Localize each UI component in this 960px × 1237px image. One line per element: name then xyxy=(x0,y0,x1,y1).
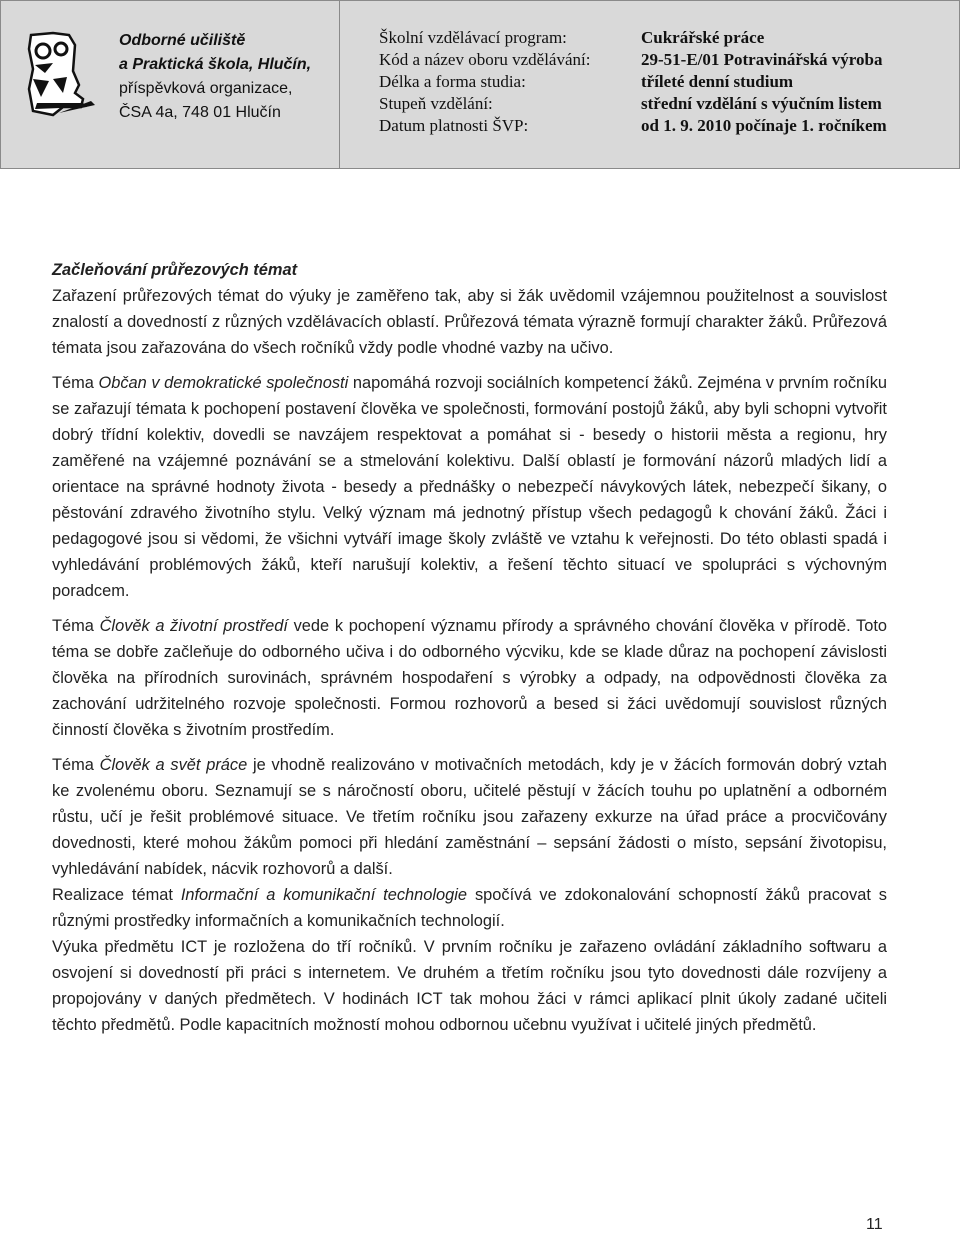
program-label: Stupeň vzdělání: xyxy=(379,94,493,113)
text-segment: spočívá ve zdokonalování schopností žáků pracovat s různými prostředky informačních a komunikačních technologií. xyxy=(52,886,887,930)
text-segment: Téma xyxy=(52,617,100,635)
text-segment: Realizace témat xyxy=(52,886,181,904)
program-value: střední vzdělání s výučním listem xyxy=(641,94,882,113)
topic-name: Člověk a životní prostředí xyxy=(99,617,288,635)
paragraph-work xyxy=(52,752,887,882)
program-label: Datum platnosti ŠVP: xyxy=(379,116,529,135)
school-name-block xyxy=(119,29,311,125)
program-label: Délka a forma studia: xyxy=(379,72,526,91)
paragraph-ict-subject: Výuka předmětu ICT je rozložena do tří ročníků. V prvním ročníku je zařazeno ovládání základního softwaru a osvojení si dovedností při práci s internetem. Ve druhém a třetím ročníku jsou tyto dovednosti dále rozvíjeny a propojovány v daných předmětech. V hodinách ICT tak mohou žáci v rámci aplikací plnit úkoly zadané učiteli těchto předmětů. Podle kapacitních možností mohou odbornou učebnu využívat i učitelé jiných předmětů. xyxy=(52,938,887,1034)
program-label: Školní vzdělávací program: xyxy=(379,28,567,47)
paragraph-ict xyxy=(52,882,887,934)
topic-name: Informační a komunikační technologie xyxy=(180,886,468,904)
school-name-line1: Odborné učiliště xyxy=(119,32,246,49)
text-segment: vede k pochopení významu přírody a správného chování člověka v přírodě. Toto téma se dobře začleňuje do odborného učiva i do odborného výcviku, kde se klade důraz na pochopení závislosti člověka na přírodních surovinách, správném hospodaření s výrobky a odpady, na odpovědnosti člověka za zachování udržitelného rozvoje společnosti. Formou rozhovorů a besed si žáci uvědomují souvislost různých činností člověka s životním prostředím. xyxy=(52,617,888,739)
school-type-line: příspěvková organizace, xyxy=(119,80,293,97)
topic-name: Občan v demokratické společnosti xyxy=(98,374,349,392)
school-name-line2: a Praktická škola, Hlučín, xyxy=(119,56,312,73)
text-segment: je vhodně realizováno v motivačních metodách, kdy je v žácích formován dobrý vztah ke zvolenému oboru. Seznamují se s náročností oboru, učitelé pěstují v žácích touhu po uplatnění a odborném růstu, učí je řešit problémové situace. Ve třetím ročníku jsou zařazeny exkurze na úřad práce a procvičovány dovednosti, které mohou žákům pomoci při hledání zaměstnání – sepsání žádosti o místo, sepsání životopisu, vyhledávání nabídek, nácvik rozhovorů a další. xyxy=(52,756,887,878)
paragraph-intro: Zařazení průřezových témat do výuky je zaměřeno tak, aby si žák uvědomil vzájemnou použitelnost a souvislost znalostí a dovedností z různých vzdělávacích oblastí. Průřezová témata výrazně formují charakter žáků. Průřezová témata jsou zařazována do všech ročníků vždy podle vhodné vazby na učivo. xyxy=(52,287,887,357)
document-header xyxy=(0,0,960,169)
text-segment: Téma xyxy=(52,374,99,392)
text-segment: napomáhá rozvoji sociálních kompetencí žáků. Zejména v prvním ročníku se zařazují témata k pochopení postavení člověka ve společnosti, formování postojů žáků, aby byli schopni vytvořit dobrý třídní kolektiv, dovedli se navzájem respektovat a pomáhat si - besedy o historii města a regionu, hry zaměřené na vzájemné poznávání se a stmelování kolektivu. Další oblastí je formování názorů mladých lidí a orientace na správné hodnoty života - besedy a přednášky o nebezpečí návykových látek, nebezpečí šikany, o pěstování zdravého životního stylu. Velký význam má jednotný přístup všech pedagogů k chování žáků. Žáci i pedagogové jsou si vědomi, že všichni vytváří image školy zvláště ve vztahu k veřejnosti. Do této oblasti spadá i vyhledávání problémových žáků, kteří narušují kolektiv, a řešení těchto situací ve spolupráci s výchovným poradcem. xyxy=(52,374,888,600)
document-body xyxy=(52,257,887,1038)
program-value: od 1. 9. 2010 počínaje 1. ročníkem xyxy=(641,116,887,135)
paragraph-environment xyxy=(52,613,887,743)
program-value: tříleté denní studium xyxy=(641,72,794,91)
school-info-cell xyxy=(1,1,340,168)
school-address-line: ČSA 4a, 748 01 Hlučín xyxy=(119,104,281,121)
section-heading: Začleňování průřezových témat xyxy=(52,261,298,279)
paragraph-citizen xyxy=(52,370,887,604)
program-value: 29-51-E/01 Potravinářská výroba xyxy=(641,50,883,69)
school-owl-logo-icon xyxy=(23,29,99,121)
topic-name: Člověk a svět práce xyxy=(99,756,248,774)
page-number: 11 xyxy=(866,1216,883,1233)
program-label: Kód a název oboru vzdělávání: xyxy=(379,50,591,69)
text-segment: Téma xyxy=(52,756,100,774)
program-value: Cukrářské práce xyxy=(641,28,765,47)
